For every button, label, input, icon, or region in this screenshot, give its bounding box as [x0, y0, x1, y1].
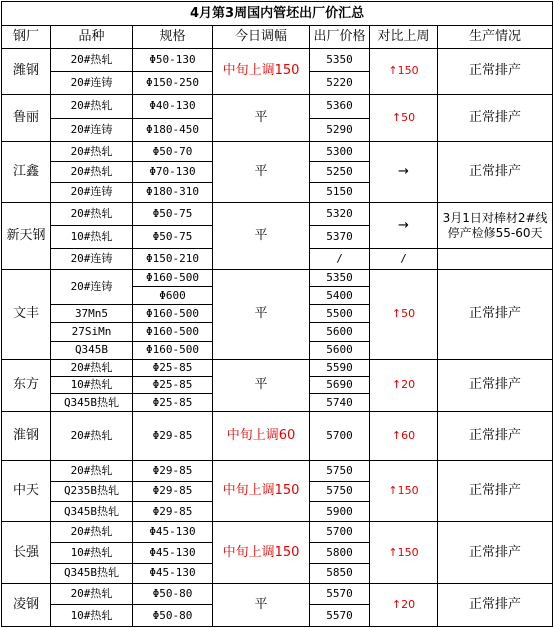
production-status-cell: 正常排产 [438, 359, 553, 411]
grade-cell: 20#热轧 [51, 95, 133, 118]
table-row [2, 202, 553, 225]
header-vs-last-week: 对比上周 [370, 26, 438, 48]
header-production: 生产情况 [438, 26, 553, 48]
spec-cell: Φ45-130 [133, 563, 213, 583]
price-cell: 5360 [310, 95, 370, 118]
price-cell: 5250 [310, 162, 370, 182]
spec-cell: Φ29-85 [133, 461, 213, 481]
price-cell: 5500 [310, 305, 370, 323]
grade-cell: 27SiMn [51, 323, 133, 341]
grade-cell: 20#热轧 [51, 411, 133, 461]
production-status-cell: 正常排产 [438, 411, 553, 461]
table-row [2, 461, 553, 481]
table-title: 4月第3周国内管坯出厂价汇总 [2, 2, 553, 26]
grade-cell: 10#热轧 [51, 542, 133, 563]
price-cell: 5350 [310, 48, 370, 71]
mill-name: 潍钢 [2, 48, 51, 95]
spec-cell: Φ160-500 [133, 305, 213, 323]
production-status-cell: 正常排产 [438, 522, 553, 584]
header-price: 出厂价格 [310, 26, 370, 48]
spec-cell: Φ25-85 [133, 394, 213, 411]
mill-name: 江鑫 [2, 141, 51, 202]
header-spec: 规格 [133, 26, 213, 48]
price-summary-table [1, 1, 553, 627]
mill-name: 新天钢 [2, 202, 51, 269]
today-change-cell: 平 [213, 141, 310, 202]
price-cell: 5740 [310, 394, 370, 411]
mill-name: 鲁丽 [2, 95, 51, 142]
spec-cell: Φ50-75 [133, 226, 213, 249]
price-cell: 5220 [310, 71, 370, 94]
spec-cell: Φ45-130 [133, 522, 213, 542]
spec-cell: Φ29-85 [133, 411, 213, 461]
grade-cell: 20#连铸 [51, 118, 133, 141]
mill-name: 东方 [2, 359, 51, 411]
price-cell: 5590 [310, 359, 370, 376]
price-cell: 5850 [310, 563, 370, 583]
spec-cell: Φ45-130 [133, 542, 213, 563]
price-cell: 5350 [310, 269, 370, 286]
mill-name: 凌钢 [2, 584, 51, 627]
spec-cell: Φ160-500 [133, 341, 213, 359]
price-cell: 5400 [310, 286, 370, 304]
today-change-cell: 中旬上调150 [213, 48, 310, 95]
price-cell: 5750 [310, 481, 370, 501]
price-cell: 5290 [310, 118, 370, 141]
table-row [2, 141, 553, 161]
vs-last-week-cell: ↑50 [370, 95, 438, 142]
price-cell: 5320 [310, 202, 370, 225]
spec-cell: Φ40-130 [133, 95, 213, 118]
production-status-cell: 正常排产 [438, 269, 553, 359]
vs-last-week-cell: ↑50 [370, 269, 438, 359]
price-cell: 5800 [310, 542, 370, 563]
spec-cell: Φ600 [133, 286, 213, 304]
vs-last-week-cell: → [370, 141, 438, 202]
table-row [2, 48, 553, 71]
title-row [2, 2, 553, 26]
grade-cell: 10#热轧 [51, 605, 133, 627]
grade-cell: 20#热轧 [51, 141, 133, 161]
price-cell: 5370 [310, 226, 370, 249]
table-row [2, 522, 553, 542]
today-change-cell: 平 [213, 359, 310, 411]
mill-name: 中天 [2, 461, 51, 522]
price-cell: 5600 [310, 323, 370, 341]
vs-last-week-cell: ↑60 [370, 411, 438, 461]
price-cell: 5570 [310, 584, 370, 605]
production-status-cell: 正常排产 [438, 95, 553, 142]
production-status-cell: 3月1日对棒材2#线停产检修55-60天 [438, 202, 553, 249]
spec-cell: Φ29-85 [133, 501, 213, 521]
spec-cell: Φ160-500 [133, 323, 213, 341]
price-cell: 5150 [310, 182, 370, 202]
spec-cell: Φ50-80 [133, 584, 213, 605]
vs-last-week-cell: → [370, 202, 438, 249]
mill-name: 长强 [2, 522, 51, 584]
spec-cell: Φ25-85 [133, 377, 213, 394]
grade-cell: 20#连铸 [51, 249, 133, 269]
today-change-cell: 平 [213, 95, 310, 142]
price-cell: 5750 [310, 461, 370, 481]
spec-cell: Φ50-80 [133, 605, 213, 627]
spec-cell: Φ25-85 [133, 359, 213, 376]
spec-cell: Φ70-130 [133, 162, 213, 182]
table-row [2, 95, 553, 118]
vs-last-week-cell: ↑150 [370, 48, 438, 95]
spec-cell: Φ150-250 [133, 71, 213, 94]
spec-cell: Φ180-310 [133, 182, 213, 202]
production-status-empty-cell [438, 249, 553, 269]
price-cell: 5690 [310, 377, 370, 394]
grade-cell: 20#连铸 [51, 71, 133, 94]
price-cell: 5900 [310, 501, 370, 521]
grade-cell: Q235B热轧 [51, 481, 133, 501]
grade-cell: Q345B热轧 [51, 394, 133, 411]
grade-cell: 20#热轧 [51, 522, 133, 542]
spec-cell: Φ160-500 [133, 269, 213, 286]
grade-cell: 20#连铸 [51, 269, 133, 304]
mill-name: 淮钢 [2, 411, 51, 461]
header-row [2, 26, 553, 48]
grade-cell: 20#热轧 [51, 359, 133, 376]
spec-cell: Φ29-85 [133, 481, 213, 501]
vs-last-week-cell: ↑150 [370, 461, 438, 522]
grade-cell: 10#热轧 [51, 377, 133, 394]
today-change-cell: 中旬上调150 [213, 461, 310, 522]
today-change-cell: 中旬上调60 [213, 411, 310, 461]
grade-cell: 20#热轧 [51, 202, 133, 225]
price-cell: / [310, 249, 370, 269]
table-row [2, 411, 553, 461]
header-today-change: 今日调幅 [213, 26, 310, 48]
price-cell: 5700 [310, 411, 370, 461]
grade-cell: 20#热轧 [51, 48, 133, 71]
spec-cell: Φ180-450 [133, 118, 213, 141]
today-change-cell: 平 [213, 269, 310, 359]
grade-cell: Q345B热轧 [51, 563, 133, 583]
production-status-cell: 正常排产 [438, 48, 553, 95]
grade-cell: 20#热轧 [51, 584, 133, 605]
grade-cell: Q345B [51, 341, 133, 359]
price-cell: 5570 [310, 605, 370, 627]
table-row [2, 359, 553, 376]
spec-cell: Φ150-210 [133, 249, 213, 269]
production-status-cell: 正常排产 [438, 461, 553, 522]
grade-cell: 20#热轧 [51, 162, 133, 182]
price-cell: 5600 [310, 341, 370, 359]
vs-last-week-cell: ↑150 [370, 522, 438, 584]
production-status-cell: 正常排产 [438, 584, 553, 627]
price-cell: 5300 [310, 141, 370, 161]
today-change-cell: 平 [213, 202, 310, 269]
grade-cell: 37Mn5 [51, 305, 133, 323]
production-status-cell: 正常排产 [438, 141, 553, 202]
table-row [2, 584, 553, 605]
spec-cell: Φ50-70 [133, 141, 213, 161]
today-change-cell: 平 [213, 584, 310, 627]
grade-cell: 20#连铸 [51, 182, 133, 202]
price-cell: 5700 [310, 522, 370, 542]
grade-cell: 20#热轧 [51, 461, 133, 481]
grade-cell: 10#热轧 [51, 226, 133, 249]
header-grade: 品种 [51, 26, 133, 48]
vs-last-week-cell: / [370, 249, 438, 269]
grade-cell: Q345B热轧 [51, 501, 133, 521]
spec-cell: Φ50-75 [133, 202, 213, 225]
table-row [2, 269, 553, 286]
today-change-cell: 中旬上调150 [213, 522, 310, 584]
spec-cell: Φ50-130 [133, 48, 213, 71]
vs-last-week-cell: ↑20 [370, 359, 438, 411]
header-mill: 钢厂 [2, 26, 51, 48]
mill-name: 文丰 [2, 269, 51, 359]
vs-last-week-cell: ↑20 [370, 584, 438, 627]
